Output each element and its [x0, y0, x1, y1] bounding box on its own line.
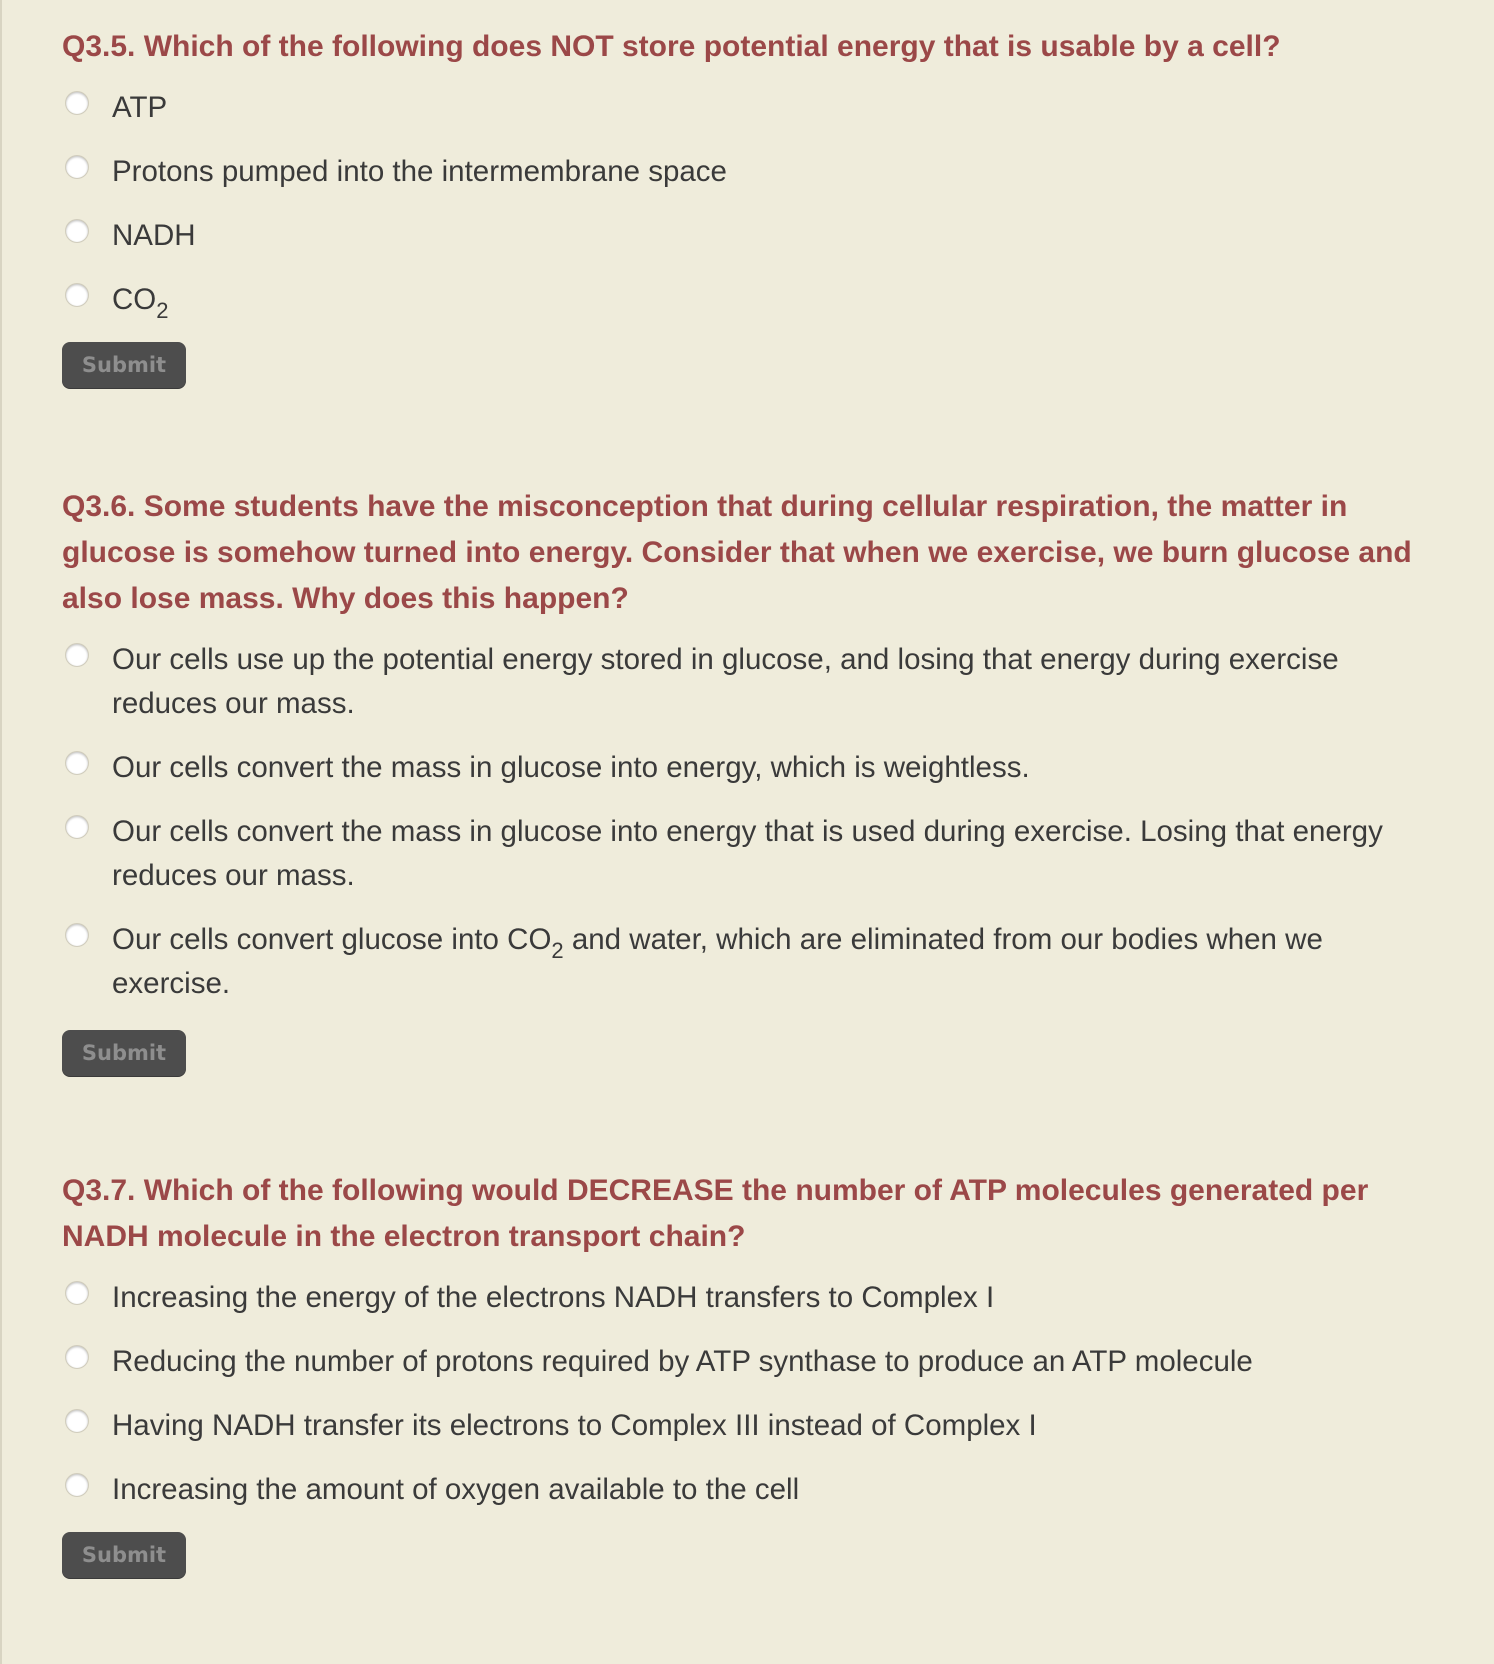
option-label	[112, 923, 1323, 1000]
radio-button[interactable]	[66, 220, 88, 242]
question-prompt: Q3.6. Some students have the misconception that during cellular respiration, the matter in glucose is somehow turned into energy. Consider that when we exercise, we burn glucose and also lose mass. Why does this happen?	[62, 490, 1412, 615]
option-label: Increasing the energy of the electrons NADH transfers to Complex I	[112, 1281, 995, 1314]
submit-button[interactable]: Submit	[62, 1030, 186, 1076]
option-label: Our cells convert the mass in glucose into energy that is used during exercise. Losing that energy reduces our mass.	[112, 815, 1383, 892]
option-text-after: and water, which are eliminated from our bodies when we exercise.	[112, 923, 1323, 1000]
radio-button[interactable]	[66, 752, 88, 774]
option-label: Having NADH transfer its electrons to Complex III instead of Complex I	[112, 1409, 1037, 1442]
option-label: ATP	[112, 91, 168, 124]
answer-option[interactable]	[62, 1276, 1442, 1320]
option-text: CO	[112, 283, 157, 316]
question-block-q3-5	[62, 24, 1442, 388]
option-text: Our cells convert glucose into CO	[112, 923, 552, 956]
subscript: 2	[551, 938, 564, 963]
option-label: Our cells use up the potential energy stored in glucose, and losing that energy during exercise reduces our mass.	[112, 643, 1339, 720]
question-block-q3-7	[62, 1168, 1442, 1578]
answer-option[interactable]	[62, 638, 1442, 726]
answer-options	[62, 1276, 1442, 1512]
radio-button[interactable]	[66, 924, 88, 946]
radio-button[interactable]	[66, 156, 88, 178]
radio-button[interactable]	[66, 644, 88, 666]
radio-button[interactable]	[66, 1282, 88, 1304]
radio-button[interactable]	[66, 92, 88, 114]
option-label: Increasing the amount of oxygen available to the cell	[112, 1473, 800, 1506]
question-prompt: Q3.5. Which of the following does NOT store potential energy that is usable by a cell?	[62, 30, 1281, 63]
option-label: NADH	[112, 219, 196, 252]
answer-option[interactable]	[62, 1340, 1442, 1384]
answer-option[interactable]	[62, 86, 1442, 130]
radio-button[interactable]	[66, 816, 88, 838]
radio-button[interactable]	[66, 1474, 88, 1496]
answer-option[interactable]	[62, 746, 1442, 790]
radio-button[interactable]	[66, 284, 88, 306]
option-label: Our cells convert the mass in glucose into energy, which is weightless.	[112, 751, 1030, 784]
question-block-q3-6	[62, 484, 1442, 1076]
answer-option[interactable]	[62, 918, 1442, 1006]
answer-option[interactable]	[62, 1404, 1442, 1448]
answer-option[interactable]	[62, 214, 1442, 258]
submit-button[interactable]: Submit	[62, 1532, 186, 1578]
answer-option[interactable]	[62, 150, 1442, 194]
radio-button[interactable]	[66, 1346, 88, 1368]
option-label	[112, 283, 169, 323]
answer-option[interactable]	[62, 810, 1442, 898]
answer-option[interactable]	[62, 278, 1442, 322]
answer-options	[62, 638, 1442, 1006]
answer-options	[62, 86, 1442, 322]
question-prompt: Q3.7. Which of the following would DECREASE the number of ATP molecules generated per NADH molecule in the electron transport chain?	[62, 1174, 1369, 1253]
option-label: Protons pumped into the intermembrane space	[112, 155, 727, 188]
answer-option[interactable]	[62, 1468, 1442, 1512]
submit-button[interactable]: Submit	[62, 342, 186, 388]
left-border	[0, 0, 2, 1664]
radio-button[interactable]	[66, 1410, 88, 1432]
option-label: Reducing the number of protons required by ATP synthase to produce an ATP molecule	[112, 1345, 1253, 1378]
subscript: 2	[156, 298, 169, 323]
